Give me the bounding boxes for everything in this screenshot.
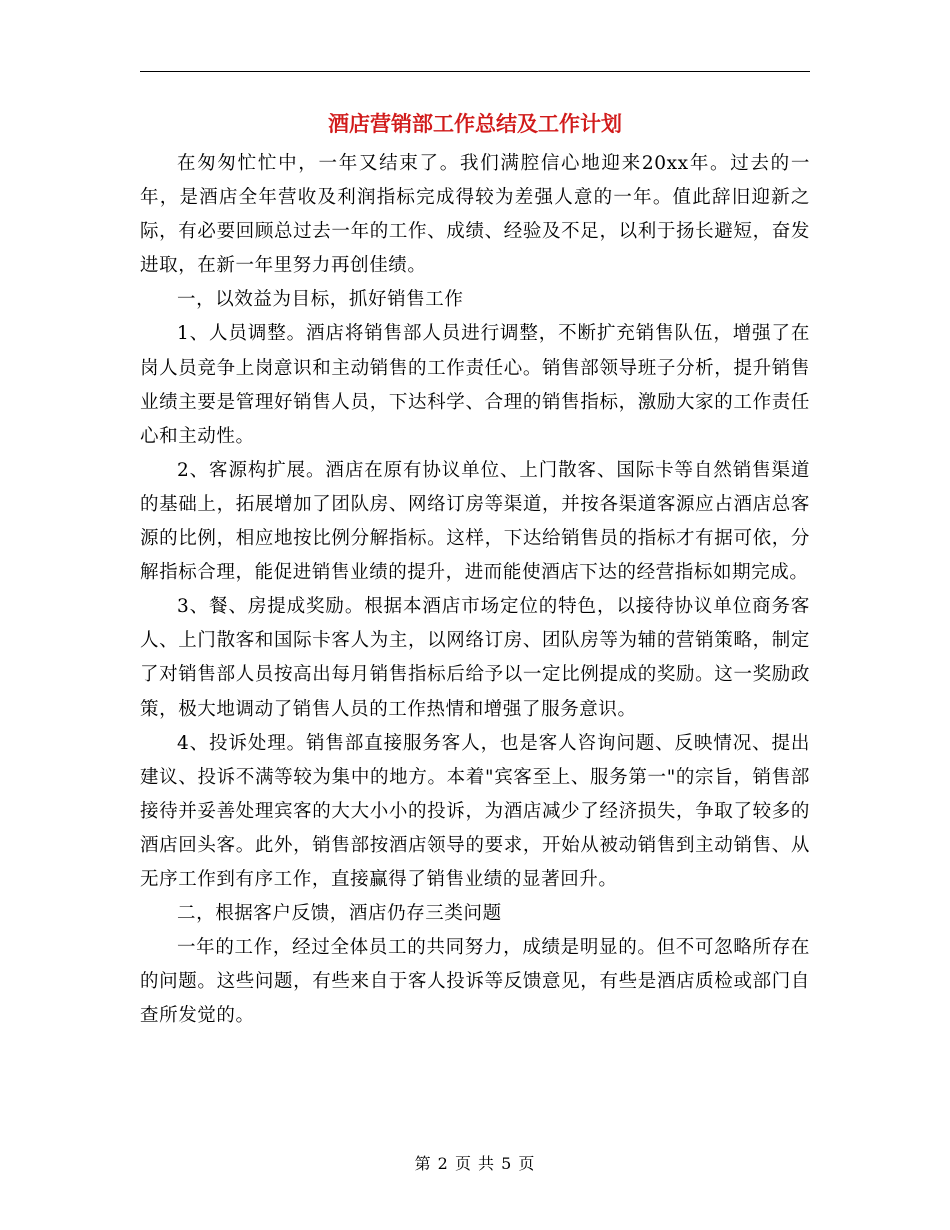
paragraph-problems-intro: 一年的工作，经过全体员工的共同努力，成绩是明显的。但不可忽略所存在的问题。这些问题，有些来自于客人投诉等反馈意见，有些是酒店质检或部门自查所发觉的。 bbox=[140, 937, 810, 1027]
section-heading-1: 一，以效益为目标，抓好销售工作 bbox=[177, 289, 464, 311]
paragraph-commission-reward: 3、餐、房提成奖励。根据本酒店市场定位的特色，以接待协议单位商务客人、上门散客和国际卡客人为主，以网络订房、团队房等为辅的营销策略，制定了对销售部人员按高出每月销售指标后给予以一定比例提成的奖励。这一奖励政策，极大地调动了销售人员的工作热情和增强了服务意识。 bbox=[140, 596, 810, 720]
paragraph-customer-source-expansion: 2、客源构扩展。酒店在原有协议单位、上门散客、国际卡等自然销售渠道的基础上，拓展增加了团队房、网络订房等渠道，并按各渠道客源应占酒店总客源的比例，相应地按比例分解指标。这样，下达给销售员的指标才有据可依，分解指标合理，能促进销售业绩的提升，进而能使酒店下达的经营指标如期完成。 bbox=[140, 459, 810, 584]
intro-paragraph: 在匆匆忙忙中，一年又结束了。我们满腔信心地迎来20xx年。过去的一年，是酒店全年营收及利润指标完成得较为差强人意的一年。值此辞旧迎新之际，有必要回顾总过去一年的工作、成绩、经验及不足，以利于扬长避短，奋发进取，在新一年里努力再创佳绩。 bbox=[140, 153, 810, 277]
paragraph-complaint-handling: 4、投诉处理。销售部直接服务客人，也是客人咨询问题、反映情况、提出建议、投诉不满等较为集中的地方。本着"宾客至上、服务第一"的宗旨，销售部接待并妥善处理宾客的大大小小的投诉，为酒店减少了经济损失，争取了较多的酒店回头客。此外，销售部按酒店领导的要求，开始从被动销售到主动销售、从无序工作到有序工作，直接赢得了销售业绩的显著回升。 bbox=[140, 732, 810, 890]
header-rule bbox=[140, 71, 810, 72]
page-number-footer: 第 2 页 共 5 页 bbox=[414, 1154, 536, 1173]
paragraph-personnel-adjustment: 1、人员调整。酒店将销售部人员进行调整，不断扩充销售队伍，增强了在岗人员竞争上岗意识和主动销售的工作责任心。销售部领导班子分析，提升销售业绩主要是管理好销售人员，下达科学、合理的销售指标，激励大家的工作责任心和主动性。 bbox=[140, 323, 810, 447]
section-heading-2: 二，根据客户反馈，酒店仍存三类问题 bbox=[177, 903, 502, 925]
document-title: 酒店营销部工作总结及工作计划 bbox=[328, 112, 622, 136]
document-body bbox=[140, 147, 810, 1033]
